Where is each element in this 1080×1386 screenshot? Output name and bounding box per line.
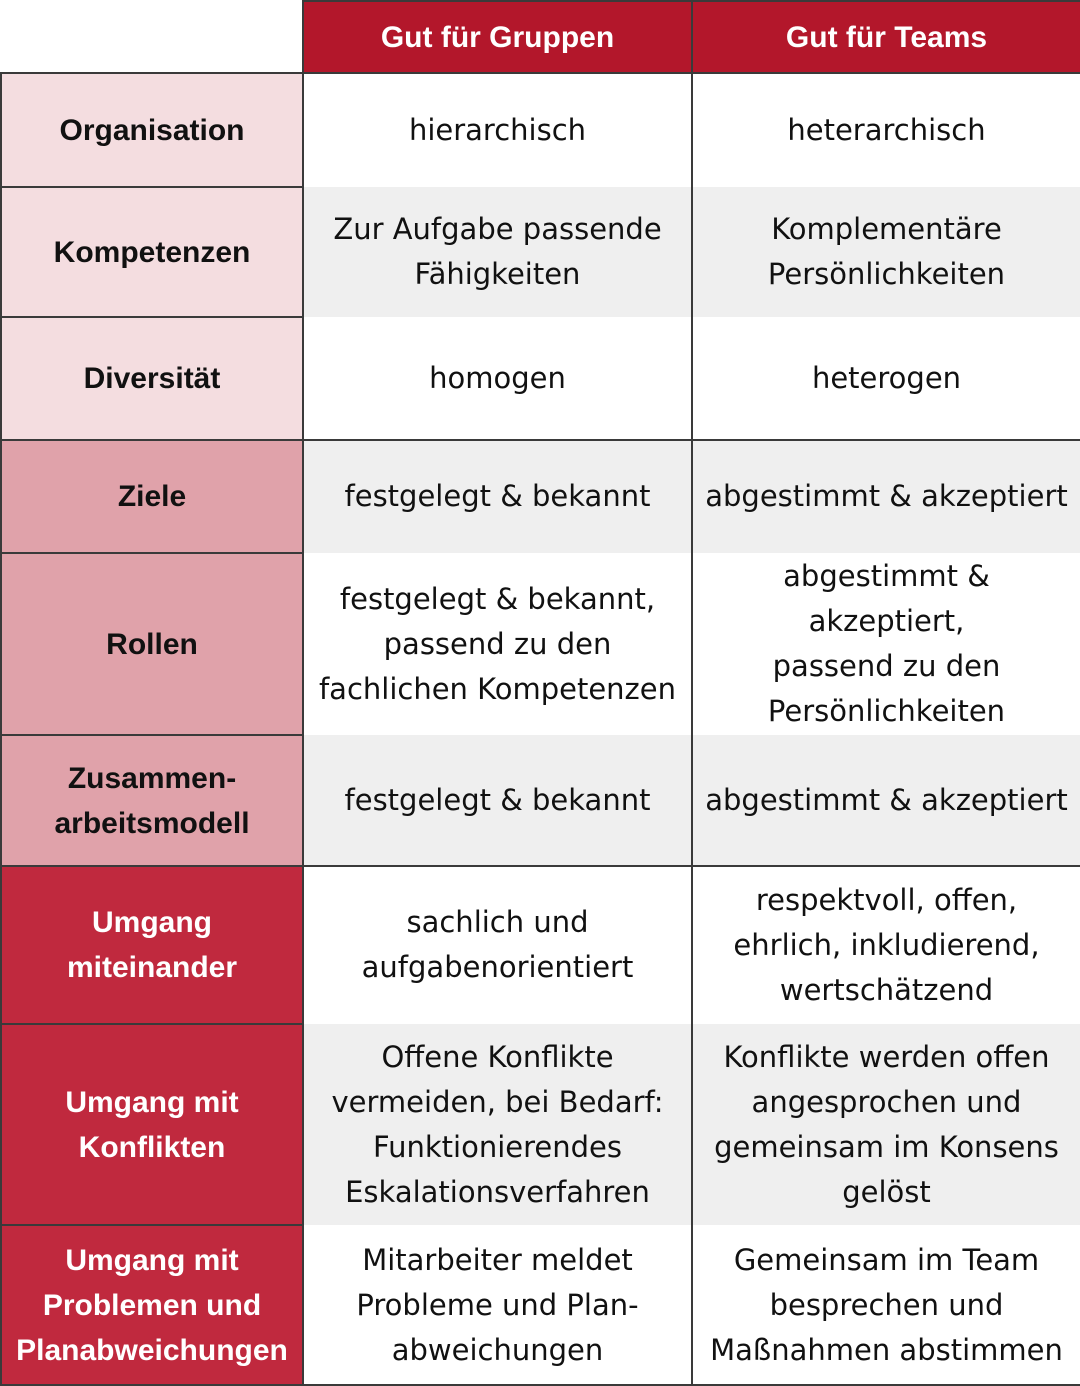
- row-label: Umgang mit Konflikten: [1, 1024, 303, 1225]
- row-label: Rollen: [1, 553, 303, 735]
- table-row-kompetenzen: [1, 187, 1080, 317]
- row-label: Diversität: [1, 317, 303, 440]
- row-label: Zusammen- arbeitsmodell: [1, 735, 303, 866]
- column-header-teams: Gut für Teams: [692, 1, 1080, 73]
- header-row: [1, 1, 1080, 73]
- row-label: Kompetenzen: [1, 187, 303, 317]
- cell-teams: abgestimmt & akzeptiert: [692, 440, 1080, 553]
- table-row-ziele: [1, 440, 1080, 553]
- empty-corner-cell: [1, 1, 303, 73]
- column-header-groups: Gut für Gruppen: [303, 1, 692, 73]
- cell-teams: Konflikte werden offen angesprochen und gemeinsam im Konsens gelöst: [692, 1024, 1080, 1225]
- cell-groups: Offene Konflikte vermeiden, bei Bedarf: Funktionierendes Eskalationsverfahren: [303, 1024, 692, 1225]
- row-label: Umgang miteinander: [1, 866, 303, 1024]
- cell-groups: hierarchisch: [303, 73, 692, 187]
- cell-teams: heterarchisch: [692, 73, 1080, 187]
- cell-teams: heterogen: [692, 317, 1080, 440]
- cell-groups: homogen: [303, 317, 692, 440]
- cell-teams: Komplementäre Persönlichkeiten: [692, 187, 1080, 317]
- cell-teams: abgestimmt & akzeptiert, passend zu den Persönlichkeiten: [692, 553, 1080, 735]
- table-row-organisation: [1, 73, 1080, 187]
- cell-teams: respektvoll, offen, ehrlich, inkludierend, wertschätzend: [692, 866, 1080, 1024]
- cell-teams: Gemeinsam im Team besprechen und Maßnahmen abstimmen: [692, 1225, 1080, 1385]
- table-row-zusammenarbeitsmodell: [1, 735, 1080, 866]
- row-label: Ziele: [1, 440, 303, 553]
- cell-groups: sachlich und aufgabenorientiert: [303, 866, 692, 1024]
- row-label: Organisation: [1, 73, 303, 187]
- row-label: Umgang mit Problemen und Planabweichungen: [1, 1225, 303, 1385]
- cell-groups: Zur Aufgabe passende Fähigkeiten: [303, 187, 692, 317]
- table-row-rollen: [1, 553, 1080, 735]
- cell-groups: Mitarbeiter meldet Probleme und Plan- abweichungen: [303, 1225, 692, 1385]
- table-row-umgang-konflikte: [1, 1024, 1080, 1225]
- table-row-umgang-miteinander: [1, 866, 1080, 1024]
- cell-groups: festgelegt & bekannt: [303, 440, 692, 553]
- cell-teams: abgestimmt & akzeptiert: [692, 735, 1080, 866]
- table-row-diversitaet: [1, 317, 1080, 440]
- table-row-umgang-probleme: [1, 1225, 1080, 1385]
- cell-groups: festgelegt & bekannt: [303, 735, 692, 866]
- cell-groups: festgelegt & bekannt, passend zu den fachlichen Kompetenzen: [303, 553, 692, 735]
